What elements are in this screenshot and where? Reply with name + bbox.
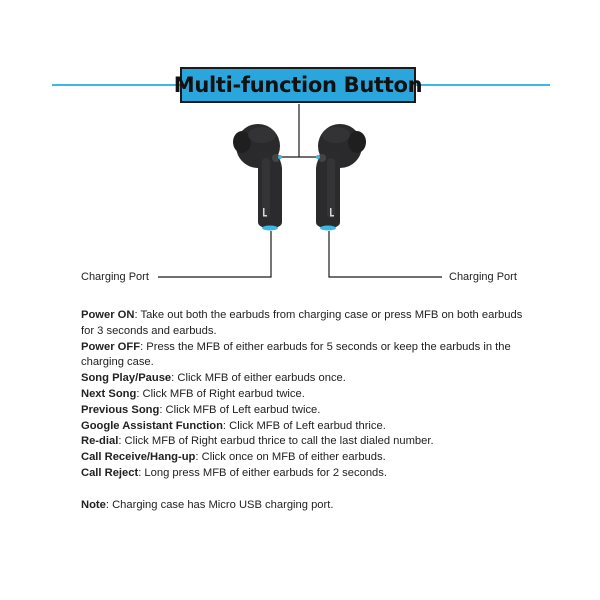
instruction-text: : Click MFB of either earbuds once. bbox=[171, 372, 346, 385]
note-text: : Charging case has Micro USB charging port. bbox=[105, 498, 334, 511]
left-charging-port-indicator bbox=[262, 226, 278, 231]
instruction-key: Previous Song bbox=[81, 403, 160, 416]
instruction-power-on bbox=[81, 308, 531, 340]
instruction-key: Song Play/Pause bbox=[81, 372, 172, 385]
right-charging-port-label: Charging Port bbox=[449, 271, 517, 283]
left-mfb-indicator bbox=[278, 155, 282, 159]
instruction-key: Google Assistant Function bbox=[81, 419, 223, 432]
instructions-block bbox=[81, 308, 531, 514]
instruction-play-pause bbox=[81, 371, 531, 387]
instruction-call-reject bbox=[81, 466, 531, 482]
instruction-previous-song bbox=[81, 403, 531, 419]
note-key: Note bbox=[81, 498, 106, 511]
instruction-text: : Click MFB of Left earbud thrice. bbox=[222, 419, 386, 432]
instruction-key: Call Reject bbox=[81, 466, 139, 479]
instruction-key: Power ON bbox=[81, 309, 135, 321]
instruction-text: : Click MFB of Right earbud twice. bbox=[136, 387, 305, 400]
left-charging-port-label: Charging Port bbox=[81, 271, 149, 283]
instruction-redial bbox=[81, 434, 531, 450]
instruction-text: : Press the MFB of either earbuds for 5 seconds or keep the earbuds in the charging case. bbox=[81, 340, 511, 369]
header-title: Multi-function Button bbox=[173, 73, 423, 97]
instruction-key: Call Receive/Hang-up bbox=[81, 451, 196, 464]
instruction-text: : Long press MFB of either earbuds for 2 seconds. bbox=[138, 466, 387, 479]
right-earbud bbox=[316, 124, 366, 231]
note-line bbox=[81, 498, 531, 514]
instruction-key: Power OFF bbox=[81, 340, 141, 353]
instruction-text: : Take out both the earbuds from charging case or press MFB on both earbuds for 3 seconds and earbuds. bbox=[81, 309, 523, 337]
mfb-connector bbox=[281, 104, 318, 157]
right-charging-port-indicator bbox=[320, 226, 336, 231]
instruction-power-off bbox=[81, 340, 531, 372]
instruction-text: : Click once on MFB of either earbuds. bbox=[195, 451, 386, 464]
instruction-text: : Click MFB of Right earbud thrice to call the last dialed number. bbox=[118, 435, 434, 448]
instruction-next-song bbox=[81, 387, 531, 403]
left-port-connector bbox=[158, 231, 271, 277]
left-earbud bbox=[233, 124, 282, 231]
instruction-key: Re-dial bbox=[81, 435, 119, 448]
instruction-text: : Click MFB of Left earbud twice. bbox=[159, 403, 321, 416]
right-port-connector bbox=[329, 231, 442, 277]
instruction-key: Next Song bbox=[81, 387, 137, 400]
instruction-google-assistant bbox=[81, 419, 531, 435]
instruction-call-receive bbox=[81, 450, 531, 466]
right-mfb-indicator bbox=[316, 155, 320, 159]
